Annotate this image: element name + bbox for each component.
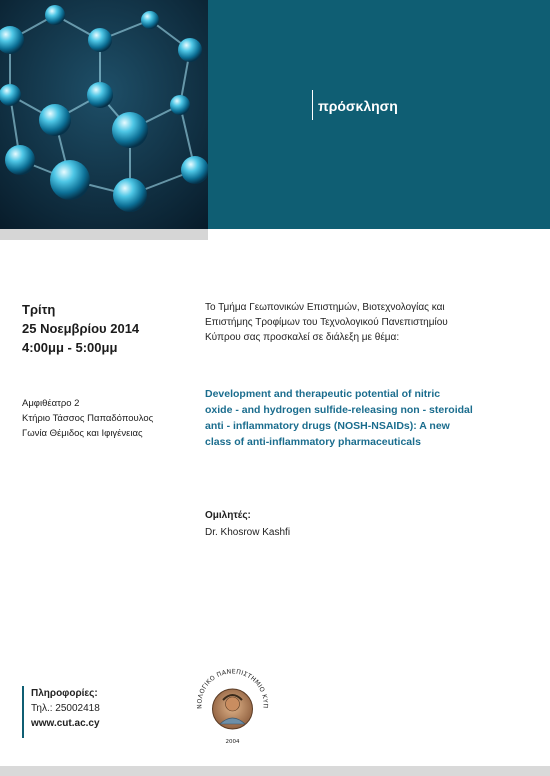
footer-bar	[0, 766, 550, 776]
info-website-link[interactable]: www.cut.ac.cy	[31, 718, 100, 729]
event-time: 4:00μμ - 5:00μμ	[22, 340, 118, 355]
hero-divider-strip	[0, 229, 208, 240]
seal-year: 2004	[225, 739, 240, 745]
talk-title-line: Development and therapeutic potential of nitric	[205, 388, 441, 400]
info-label: Πληροφορίες:	[31, 688, 98, 699]
molecule-illustration	[0, 0, 208, 229]
banner-divider	[312, 90, 313, 120]
event-date: 25 Νοεμβρίου 2014	[22, 321, 140, 336]
info-divider	[22, 686, 24, 738]
seal-graphic	[190, 662, 275, 747]
venue-line: Γωνία Θέμιδος και Ιφιγένειας	[22, 428, 143, 439]
talk-title-line: oxide - and hydrogen sulfide-releasing non - steroidal	[205, 404, 473, 416]
seal-arc-text: ΝΟΛΟΓΙΚΟ ΠΑΝΕΠΙΣΤΗΜΙΟ ΚΥΠ	[196, 668, 269, 709]
venue-line: Κτήριο Τάσσος Παπαδόπουλος	[22, 413, 154, 424]
venue-line: Αμφιθέατρο 2	[22, 398, 80, 409]
info-phone: Τηλ.: 25002418	[31, 703, 100, 714]
university-seal-logo	[190, 662, 275, 747]
intro-line: Επιστήμης Τροφίμων του Τεχνολογικού Πανεπιστημίου	[205, 317, 448, 328]
talk-title-line: anti - inflammatory drugs (NOSH-NSAIDs): A new	[205, 420, 450, 432]
speakers-label: Ομιλητές:	[205, 510, 251, 521]
talk-title	[205, 386, 523, 450]
speaker-name: Dr. Khosrow Kashfi	[205, 527, 291, 538]
event-day: Τρίτη	[22, 302, 56, 317]
molecule-hero-image	[0, 0, 208, 229]
event-venue	[22, 396, 153, 441]
header-banner	[208, 0, 550, 229]
event-datetime	[22, 300, 139, 357]
intro-line: Κύπρου σας προσκαλεί σε διάλεξη με θέμα:	[205, 332, 400, 343]
intro-line: Το Τμήμα Γεωπονικών Επιστημών, Βιοτεχνολογίας και	[205, 302, 445, 313]
page-title: πρόσκληση	[318, 98, 398, 114]
contact-info	[31, 686, 100, 731]
invitation-intro	[205, 300, 525, 345]
talk-title-line: class of anti-inflammatory pharmaceuticals	[205, 436, 421, 448]
